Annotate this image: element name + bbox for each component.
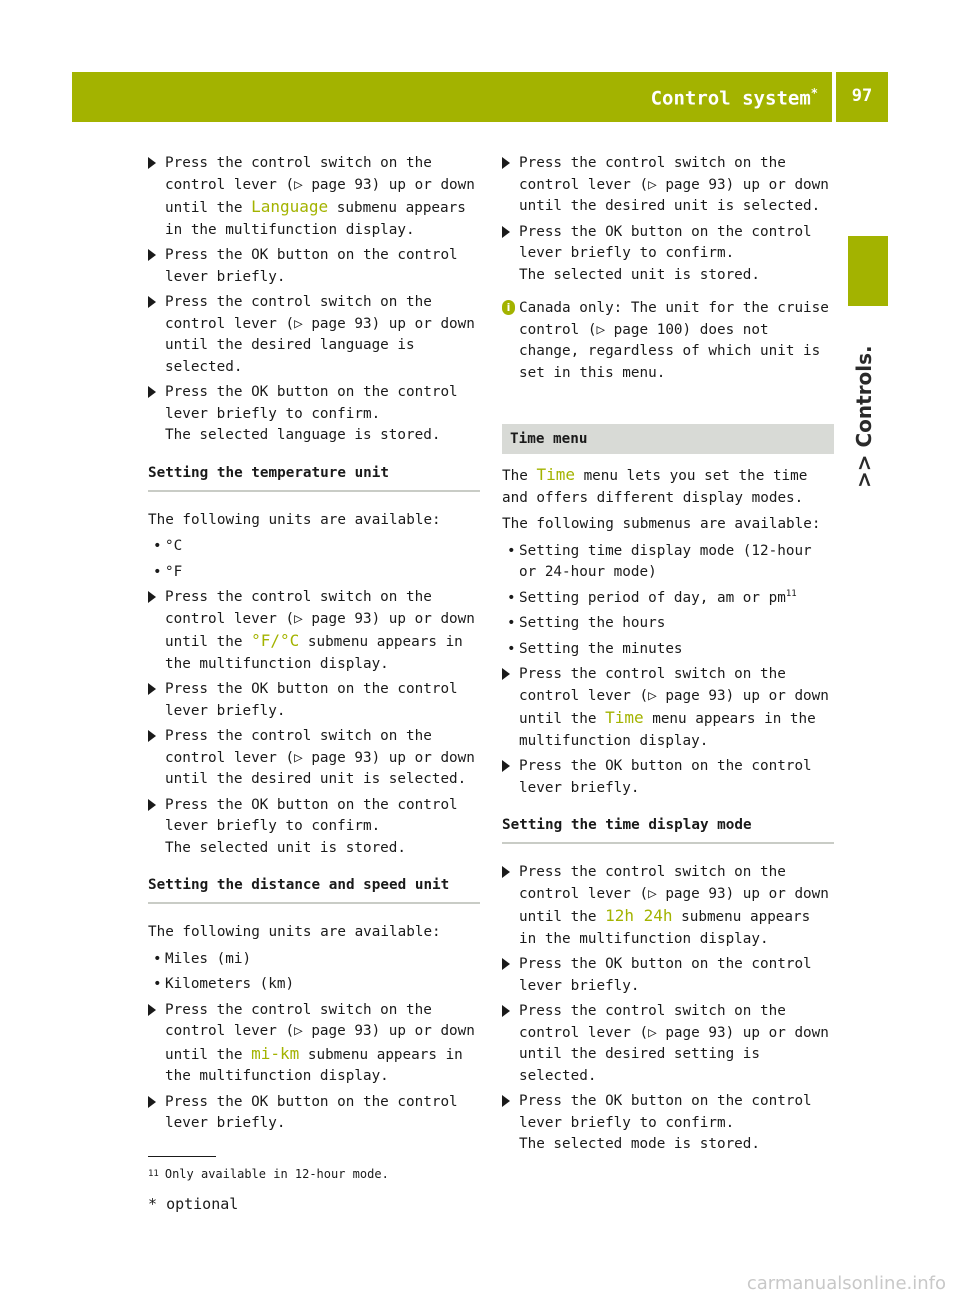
step-item [502,756,834,799]
step-item [502,222,834,287]
arrow-icon [148,1004,156,1016]
bullet-text: Setting period of day, am or pm [519,589,786,606]
watermark: carmanualsonline.info [746,1273,946,1294]
step-text: Press the OK button on the control lever briefly to confirm. [519,1093,812,1131]
step-text: Press the control switch on the control lever (▷ page 93) up or down until the desired setting is selected. [519,1003,829,1084]
step-result: The selected mode is stored. [519,1136,761,1152]
step-text: Press the OK button on the control lever briefly to confirm. [519,223,812,261]
step-item [502,664,834,752]
info-icon: i [502,300,515,315]
optional-note: * optional [148,1195,239,1213]
arrow-icon [502,668,510,680]
footnote-rule [148,1156,216,1157]
step-item [502,862,834,950]
display-text: Language [251,197,329,216]
step-item [502,153,834,218]
time-menu-heading: Time menu [502,424,834,454]
step-item [148,1000,480,1088]
step-text: Press the control switch on the control lever (▷ page 93) up or down until the desired unit is selected. [165,728,475,787]
step-text: submenu appears in the multifunction display. [519,909,811,947]
step-text: Press the control switch on the control lever (▷ page 93) up or down until the [165,155,475,216]
arrow-icon [148,386,156,398]
submenu-list [502,541,834,661]
step-text: Press the OK button on the control lever briefly to confirm. [165,384,458,422]
right-column [502,153,834,1160]
arrow-icon [502,958,510,970]
time-menu-intro: The Time menu lets you set the time and offers different display modes. [502,465,808,506]
page-number: 97 [851,86,873,106]
left-column [148,153,480,1139]
step-text: Press the control switch on the control lever (▷ page 93) up or down until the [519,666,829,727]
step-result: The selected language is stored. [165,427,441,443]
arrow-icon [148,157,156,169]
bullet-text: Kilometers (km) [165,976,295,992]
arrow-icon [148,249,156,261]
step-text: Press the OK button on the control lever briefly. [519,758,812,796]
bullet-dot: • [507,615,516,631]
bullet-item [502,541,834,584]
step-text: Press the OK button on the control lever briefly to confirm. [165,796,458,834]
step-item [148,679,480,722]
distance-units [148,949,480,996]
time-mode-heading: Setting the time display mode [502,815,834,844]
arrow-icon [502,157,510,169]
step-item [502,1001,834,1087]
optional-mark: * [810,86,818,100]
bullet-dot: • [507,640,516,657]
distance-steps [148,1000,480,1135]
step-item [148,292,480,378]
time-steps [502,664,834,799]
distance-heading: Setting the distance and speed unit [148,875,480,904]
bullet-text: °C [165,538,183,554]
bullet-item [148,949,480,971]
bullet-item [502,588,834,610]
info-note [502,298,834,384]
bullet-dot: • [153,538,162,554]
display-text: Time [605,708,644,727]
bullet-dot: • [153,976,162,992]
temperature-intro: The following units are available: [148,511,441,528]
bullet-text: Setting time display mode (12-hour or 24-hour mode) [519,542,812,580]
step-text: Press the OK button on the control lever briefly. [165,1093,458,1131]
step-text: Press the control switch on the control lever (▷ page 93) up or down until the desired unit is selected. [519,155,829,214]
step-item [148,1092,480,1135]
display-text: mi-km [251,1043,300,1063]
arrow-icon [502,226,510,238]
step-text: Press the OK button on the control lever briefly. [519,956,812,994]
step-item [148,587,480,675]
bullet-item [502,613,834,635]
display-text: Time [536,465,575,484]
distance-intro: The following units are available: [148,924,441,940]
arrow-icon [502,1005,510,1017]
step-text: submenu appears in the multifunction display. [165,200,466,238]
step-item [502,954,834,997]
step-item [148,382,480,447]
arrow-icon [502,1095,510,1107]
display-text: 12h 24h [605,906,673,925]
step-item [148,153,480,241]
bullet-dot: • [507,589,516,606]
arrow-icon [148,799,156,811]
bullet-text: Miles (mi) [165,950,252,967]
arrow-icon [148,1096,156,1108]
bullet-text: Setting the hours [519,615,666,631]
step-item [148,245,480,288]
arrow-icon [148,296,156,308]
step-text: submenu appears in the multifunction display. [165,1046,463,1084]
bullet-text: °F [165,563,183,580]
time-mode-steps [502,862,834,1156]
bullet-item [148,536,480,558]
step-item [502,1091,834,1156]
step-text: Press the control switch on the control lever (▷ page 93) up or down until the desired language is selected. [165,294,475,375]
chapter-label: >> Controls. [852,345,876,488]
step-item [148,795,480,860]
step-result: The selected unit is stored. [165,839,407,856]
bullet-dot: • [153,950,162,967]
bullet-dot: • [507,542,516,559]
bullet-item [502,639,834,661]
bullet-item [148,562,480,584]
step-text: Press the OK button on the control lever briefly. [165,681,458,719]
step-text: Press the OK button on the control lever briefly. [165,247,458,285]
step-result: The selected unit is stored. [519,266,761,283]
bullet-item [148,974,480,996]
display-text: °F/°C [251,631,300,650]
bullet-text: Setting the minutes [519,640,683,657]
submenus-intro: The following submenus are available: [502,516,821,532]
page-title: Control system* [650,86,818,110]
footnote-ref: 11 [785,588,797,599]
footnote: $^{11}$ Only available in 12-hour mode. [148,1167,389,1181]
step-text: Press the control switch on the control lever (▷ page 93) up or down until the [519,864,829,925]
chapter-tab [848,236,888,306]
arrow-icon [148,591,156,603]
step-text: menu appears in the multifunction display. [519,711,816,749]
temperature-units [148,536,480,583]
step-text: Press the control switch on the control lever (▷ page 93) up or down until the [165,589,475,650]
step-text: submenu appears in the multifunction display. [165,634,463,672]
info-note-text: Canada only: The unit for the cruise control (▷ page 100) does not change, regardless of which unit is set in this menu. [519,300,829,381]
language-steps [148,153,480,447]
arrow-icon [502,866,510,878]
temperature-steps [148,587,480,859]
bullet-dot: • [153,563,162,580]
unit-steps [502,153,834,286]
temperature-heading: Setting the temperature unit [148,463,480,492]
step-item [148,726,480,791]
arrow-icon [502,760,510,772]
arrow-icon [148,683,156,695]
arrow-icon [148,730,156,742]
step-text: Press the control switch on the control lever (▷ page 93) up or down until the [165,1001,475,1063]
